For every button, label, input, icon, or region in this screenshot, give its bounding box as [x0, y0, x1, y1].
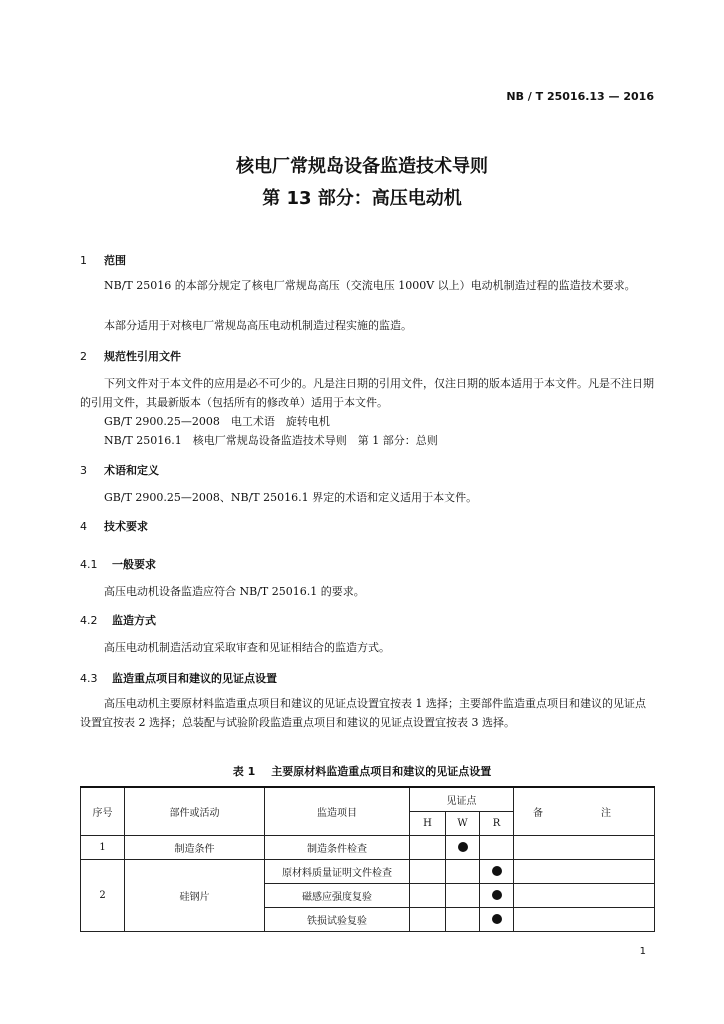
witness-dot-icon [492, 890, 502, 900]
cell-r [480, 883, 514, 907]
cell-w [446, 883, 480, 907]
header-item: 监造项目 [265, 787, 410, 835]
witness-dot-icon [492, 914, 502, 924]
section-title: 术语和定义 [104, 464, 159, 477]
section-number: 1 [80, 254, 87, 267]
header-remark: 备 注 [514, 787, 655, 835]
cell-w [446, 835, 480, 859]
cell-seq: 2 [81, 859, 125, 931]
paragraph: 高压电动机设备监造应符合 NB/T 25016.1 的要求。 [104, 585, 365, 598]
section-heading-4-2 [80, 612, 156, 628]
section-number: 4 [80, 520, 87, 533]
witness-point-table [80, 786, 655, 932]
cell-w [446, 859, 480, 883]
cell-remark [514, 907, 655, 931]
cell-remark [514, 883, 655, 907]
reference-item: NB/T 25016.1 核电厂常规岛设备监造技术导则 第 1 部分：总则 [104, 434, 438, 447]
cell-seq: 1 [81, 835, 125, 859]
table-row [81, 859, 655, 883]
document-subtitle: 第 13 部分：高压电动机 [262, 188, 462, 209]
standard-code: NB / T 25016.13 — 2016 [506, 90, 654, 103]
page-number: 1 [639, 946, 646, 957]
cell-r [480, 859, 514, 883]
witness-dot-icon [458, 842, 468, 852]
table-label: 表 1 [232, 765, 256, 778]
section-heading-4-1 [80, 556, 156, 572]
cell-h [410, 835, 446, 859]
section-title: 一般要求 [112, 558, 156, 571]
document-title: 核电厂常规岛设备监造技术导则 [236, 156, 488, 177]
cell-r [480, 835, 514, 859]
header-h: H [410, 811, 446, 835]
cell-h [410, 859, 446, 883]
section-heading-1 [80, 252, 126, 268]
table-title: 主要原材料监造重点项目和建议的见证点设置 [271, 765, 492, 778]
section-number: 4.3 [80, 672, 98, 685]
paragraph: 高压电动机主要原材料监造重点项目和建议的见证点设置宜按表 1 选择；主要部件监造重点项目和建议的见证点设置宜按表 2 选择；总装配与试验阶段监造重点项目和建议的见证点设置宜按表 3 选择。 [80, 697, 646, 729]
section-heading-4 [80, 518, 148, 534]
table-row [81, 835, 655, 859]
cell-h [410, 883, 446, 907]
paragraph: GB/T 2900.25—2008、NB/T 25016.1 界定的术语和定义适用于本文件。 [104, 491, 478, 504]
header-part: 部件或活动 [125, 787, 265, 835]
section-number: 3 [80, 464, 87, 477]
cell-h [410, 907, 446, 931]
header-w: W [446, 811, 480, 835]
paragraph: 高压电动机制造活动宜采取审查和见证相结合的监造方式。 [104, 641, 390, 654]
section-number: 4.2 [80, 614, 98, 627]
header-witness: 见证点 [410, 787, 514, 811]
section-title: 监造方式 [112, 614, 156, 627]
cell-w [446, 907, 480, 931]
reference-item: GB/T 2900.25—2008 电工术语 旋转电机 [104, 415, 330, 428]
cell-remark [514, 835, 655, 859]
cell-item: 原材料质量证明文件检查 [265, 859, 410, 883]
section-heading-4-3 [80, 670, 277, 686]
cell-item: 磁感应强度复验 [265, 883, 410, 907]
table-caption [0, 763, 724, 779]
witness-dot-icon [492, 866, 502, 876]
section-title: 范围 [104, 254, 126, 267]
paragraph: 下列文件对于本文件的应用是必不可少的。凡是注日期的引用文件，仅注日期的版本适用于本文件。凡是不注日期的引用文件，其最新版本（包括所有的修改单）适用于本文件。 [80, 377, 654, 409]
cell-item: 制造条件检查 [265, 835, 410, 859]
header-seq: 序号 [81, 787, 125, 835]
cell-remark [514, 859, 655, 883]
section-heading-3 [80, 462, 159, 478]
paragraph: 本部分适用于对核电厂常规岛高压电动机制造过程实施的监造。 [104, 319, 412, 332]
cell-item: 铁损试验复验 [265, 907, 410, 931]
paragraph: NB/T 25016 的本部分规定了核电厂常规岛高压（交流电压 1000V 以上）电动机制造过程的监造技术要求。 [104, 279, 636, 292]
header-r: R [480, 811, 514, 835]
cell-part: 制造条件 [125, 835, 265, 859]
cell-part: 硅钢片 [125, 859, 265, 931]
section-title: 监造重点项目和建议的见证点设置 [112, 672, 277, 685]
section-number: 2 [80, 350, 87, 363]
section-heading-2 [80, 348, 181, 364]
section-number: 4.1 [80, 558, 98, 571]
cell-r [480, 907, 514, 931]
section-title: 技术要求 [104, 520, 148, 533]
section-title: 规范性引用文件 [104, 350, 181, 363]
